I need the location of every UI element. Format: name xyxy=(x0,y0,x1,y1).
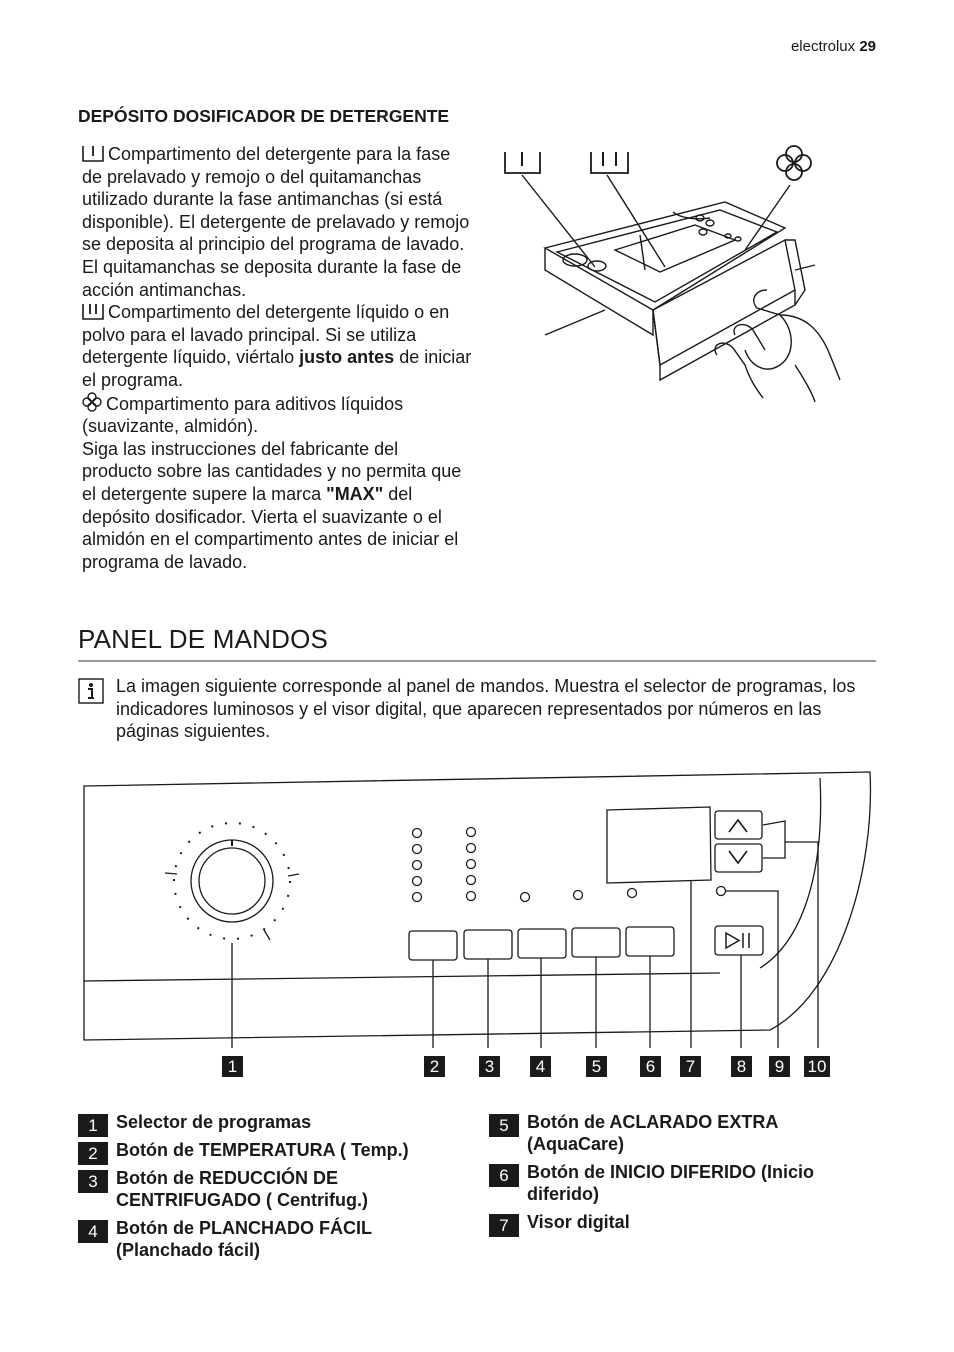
callout-6: 6 xyxy=(640,1056,661,1077)
section-title-control-panel: PANEL DE MANDOS xyxy=(78,624,329,654)
callout-3: 3 xyxy=(479,1056,500,1077)
info-note: La imagen siguiente corresponde al panel de mandos. Muestra el selector de programas, los indicadores luminosos y el visor digital, que aparecen representados por números en las páginas siguientes. xyxy=(116,676,856,742)
callout-9: 9 xyxy=(769,1056,790,1077)
dispenser-drawer-illustration xyxy=(495,140,845,405)
paragraph-mainwash: Compartimento del detergente líquido o en polvo para el lavado principal. Si se utiliza detergente líquido, viértalo justo antes de iniciar el programa. xyxy=(82,302,472,390)
callout-7: 7 xyxy=(680,1056,701,1077)
callout-10: 10 xyxy=(804,1056,830,1077)
page-header xyxy=(791,38,876,55)
brand-name: electrolux xyxy=(790,38,856,55)
legend-right xyxy=(489,1111,876,1239)
paragraph-instructions: Siga las instrucciones del fabricante del producto sobre las cantidades y no permita que el detergente supere la marca "MAX" del depósito dosificador. Vierta el suavizante o el almidón en el compartimento antes de iniciar el programa de lavado. xyxy=(82,438,462,572)
legend-item: 5 Botón de ACLARADO EXTRA (AquaCare) xyxy=(489,1111,876,1155)
prewash-compartment-icon xyxy=(82,145,104,162)
legend-left xyxy=(78,1111,468,1267)
legend-item: 1 Selector de programas xyxy=(78,1111,468,1133)
section-title-dispenser: DEPÓSITO DOSIFICADOR DE DETERGENTE xyxy=(78,106,450,126)
paragraph-prewash: Compartimento del detergente para la fase de prelavado y remojo o del quitamanchas utilizado durante la fase antimanchas (si está disponible). El detergente de prelavado y remojo se deposita al principio del programa de lavado. El quitamanchas se deposita durante la fase de acción antimanchas. xyxy=(82,144,470,300)
control-panel-illustration xyxy=(80,768,875,1048)
callout-1: 1 xyxy=(222,1056,243,1077)
page-number: 29 xyxy=(859,38,876,55)
section-divider xyxy=(78,660,876,662)
legend-item: 2 Botón de TEMPERATURA ( Temp.) xyxy=(78,1139,468,1161)
dispenser-description xyxy=(82,143,472,573)
callout-5: 5 xyxy=(586,1056,607,1077)
legend-item: 7 Visor digital xyxy=(489,1211,876,1233)
legend-item: 3 Botón de REDUCCIÓN DE CENTRIFUGADO ( Centrifug.) xyxy=(78,1167,468,1211)
callout-8: 8 xyxy=(731,1056,752,1077)
legend-item: 4 Botón de PLANCHADO FÁCIL (Planchado fácil) xyxy=(78,1217,468,1261)
callout-2: 2 xyxy=(424,1056,445,1077)
info-icon xyxy=(78,678,104,704)
paragraph-softener: Compartimento para aditivos líquidos (suavizante, almidón). xyxy=(82,393,404,437)
callout-4: 4 xyxy=(530,1056,551,1077)
legend-item: 6 Botón de INICIO DIFERIDO (Inicio diferido) xyxy=(489,1161,876,1205)
softener-flower-icon xyxy=(82,392,102,412)
mainwash-compartment-icon xyxy=(82,303,104,320)
